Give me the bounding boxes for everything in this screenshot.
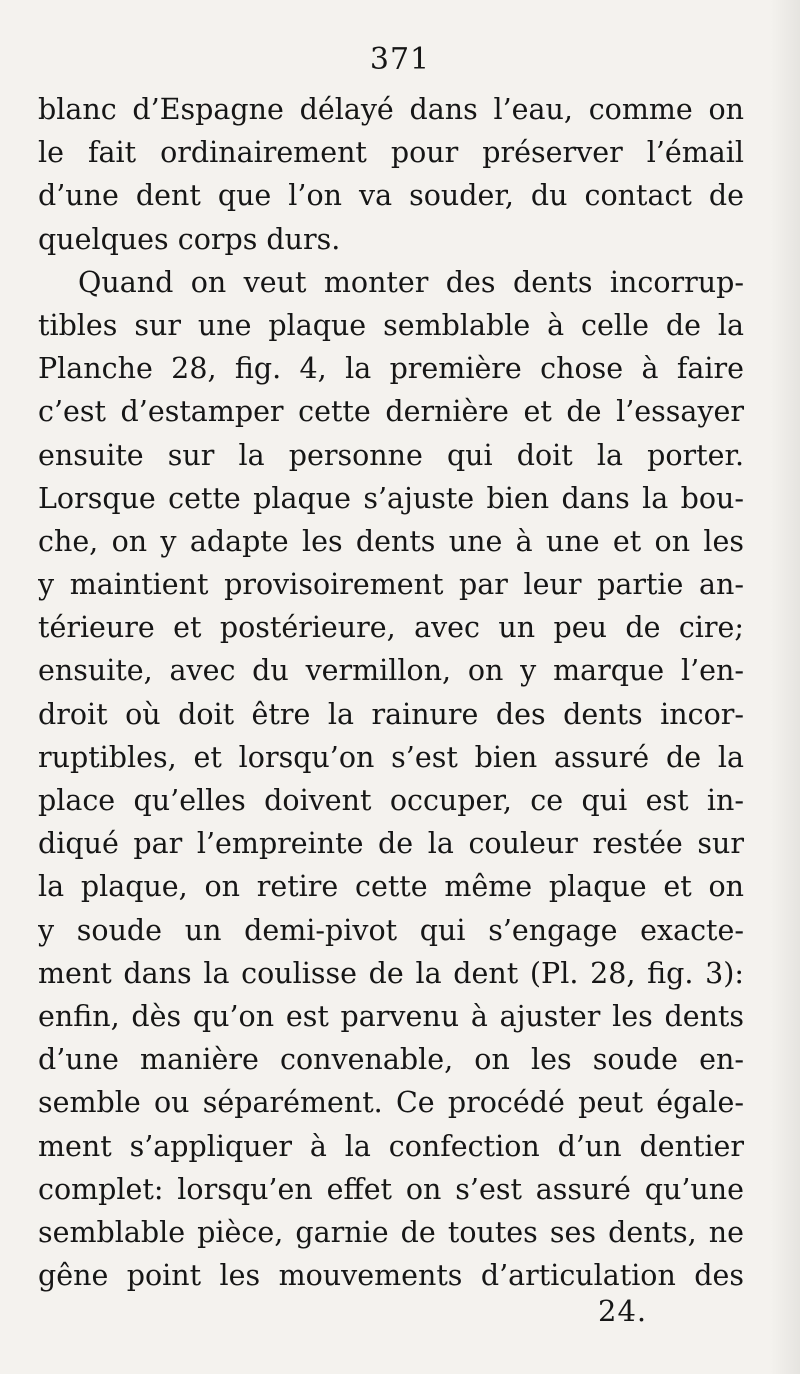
text-line: place qu’elles doivent occuper, ce qui est in- [38, 784, 744, 817]
text-line: le fait ordinairement pour préserver l’émail [38, 136, 744, 170]
text-line: gêne point les mouvements d’articulation des [38, 1259, 744, 1293]
text-line: térieure et postérieure, avec un peu de cire; [38, 611, 744, 645]
text-line: d’une manière convenable, on les soude en- [38, 1043, 744, 1077]
text-line: Lorsque cette plaque s’ajuste bien dans la bou- [38, 481, 744, 515]
text-line: enfin, dès qu’on est parvenu à ajuster les dents [38, 999, 744, 1033]
text-line: y maintient provisoirement par leur partie an- [38, 568, 744, 602]
text-line: semble ou séparément. Ce procédé peut égale- [38, 1086, 744, 1120]
text-line: Quand on veut monter des dents incorrup- [78, 265, 744, 299]
body-text [38, 88, 744, 1297]
text-line: y soude un demi-pivot qui s’engage exacte- [38, 913, 744, 947]
text-line: blanc d’Espagne délayé dans l’eau, comme on [38, 93, 744, 126]
text-line: quelques corps durs. [38, 222, 341, 256]
text-line: che, on y adapte les dents une à une et on les [38, 524, 744, 558]
text-line: ment s’appliquer à la confection d’un dentier [38, 1129, 744, 1163]
text-line: ment dans la coulisse de la dent (Pl. 28, fig. 3): [38, 956, 744, 990]
text-line: ensuite, avec du vermillon, on y marque l’en- [38, 654, 744, 688]
text-line: diqué par l’empreinte de la couleur restée sur [38, 827, 744, 861]
text-line: c’est d’estamper cette dernière et de l’essayer [38, 395, 744, 429]
text-line: droit où doit être la rainure des dents incor- [38, 697, 744, 731]
text-line: semblable pièce, garnie de toutes ses dents, ne [38, 1215, 744, 1249]
page-number: 371 [369, 42, 431, 77]
text-line: la plaque, on retire cette même plaque et on [38, 870, 744, 904]
text-line: complet: lorsqu’en effet on s’est assuré qu’une [38, 1172, 744, 1206]
text-line: ensuite sur la personne qui doit la porter. [38, 438, 744, 472]
text-line: Planche 28, fig. 4, la première chose à faire [38, 352, 744, 386]
signature-mark: 24. [598, 1294, 648, 1328]
page-edge-shadow [770, 0, 800, 1374]
text-line: tibles sur une plaque semblable à celle de la [38, 308, 744, 342]
text-line: ruptibles, et lorsqu’on s’est bien assuré de la [38, 740, 744, 774]
text-line: d’une dent que l’on va souder, du contact de [38, 179, 744, 213]
